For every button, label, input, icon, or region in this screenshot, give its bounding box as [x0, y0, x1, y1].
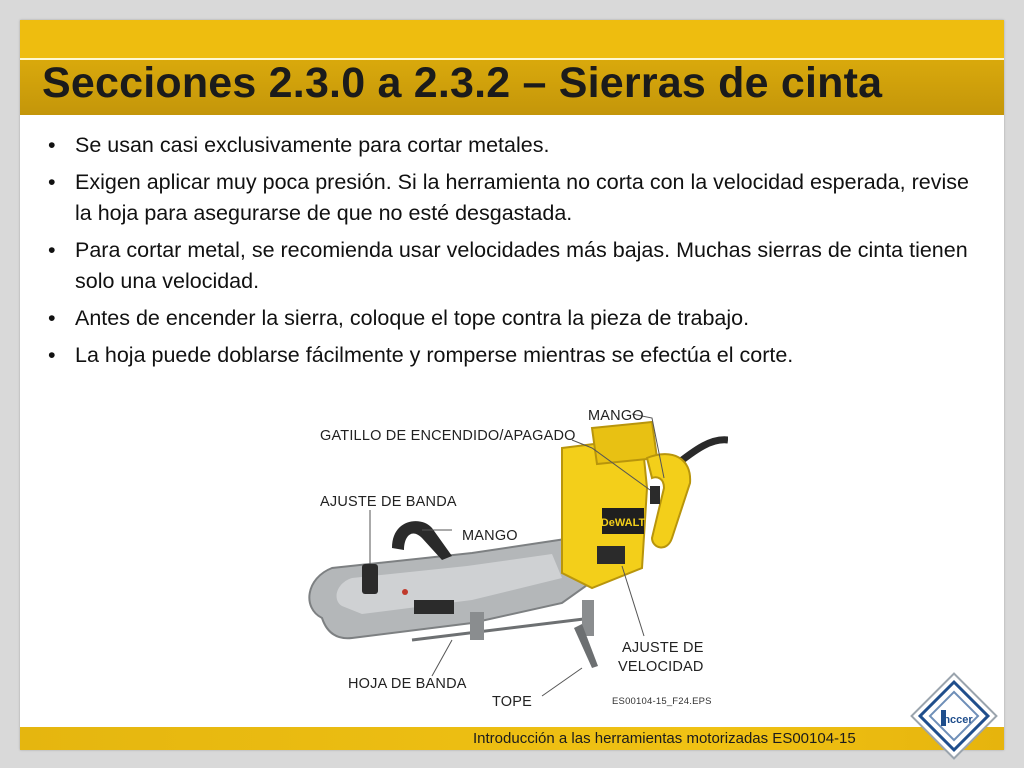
leader-line [432, 640, 452, 676]
bullet-item: • La hoja puede doblarse fácilmente y romperse mientras se efectúa el corte. [48, 340, 988, 371]
bullet-item: • Exigen aplicar muy poca presión. Si la herramienta no corta con la velocidad esperada, revise la hoja para asegurarse de que no esté desgastada. [48, 167, 988, 229]
bullet-list [48, 130, 988, 377]
nccer-logo [908, 670, 1000, 762]
label-ajuste-banda: AJUSTE DE BANDA [320, 494, 457, 510]
label-tope: TOPE [492, 694, 533, 710]
band-adjust-knob [362, 564, 378, 594]
bullet-item: • Para cortar metal, se recomienda usar velocidades más bajas. Muchas sierras de cinta tienen solo una velocidad. [48, 235, 988, 297]
bandsaw-figure [292, 378, 728, 710]
nameplate [414, 600, 454, 614]
frame-marker [402, 589, 408, 595]
front-handle [392, 521, 452, 560]
blade-guide [470, 612, 484, 640]
label-ajuste-velocidad-2: VELOCIDAD [618, 659, 704, 675]
trigger [650, 486, 660, 504]
figure-code: ES00104-15_F24.EPS [612, 696, 712, 707]
leader-line [542, 668, 582, 696]
title-bar-top [20, 20, 1004, 58]
label-ajuste-velocidad-1: AJUSTE DE [622, 640, 704, 656]
label-mango-top: MANGO [588, 408, 644, 424]
logo-text: nccer [943, 714, 973, 726]
label-hoja-banda: HOJA DE BANDA [348, 676, 467, 692]
slide-title: Secciones 2.3.0 a 2.3.2 – Sierras de cinta [42, 59, 883, 107]
label-gatillo: GATILLO DE ENCENDIDO/APAGADO [320, 428, 576, 444]
brand-text: DeWALT [600, 517, 646, 529]
slide [20, 20, 1004, 750]
bullet-item: • Antes de encender la sierra, coloque el tope contra la pieza de trabajo. [48, 303, 988, 334]
leader-line [622, 566, 644, 636]
bullet-item: • Se usan casi exclusivamente para cortar metales. [48, 130, 988, 161]
footer-text: Introducción a las herramientas motorizadas ES00104-15 [473, 730, 856, 747]
speed-dial [597, 546, 625, 564]
label-mango-mid: MANGO [462, 528, 518, 544]
